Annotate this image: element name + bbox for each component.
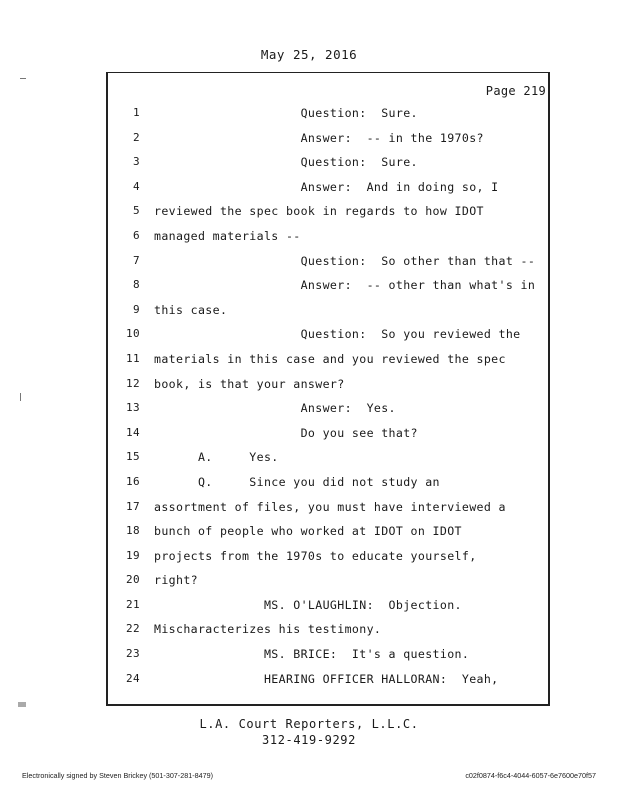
line-text: right? — [154, 573, 198, 588]
line-text: this case. — [154, 302, 228, 317]
line-text: MS. BRICE: It's a question. — [154, 647, 470, 662]
scan-speck — [20, 78, 26, 79]
line-number: 8 — [133, 278, 140, 292]
line-number: 22 — [126, 622, 140, 636]
footer-company: L.A. Court Reporters, L.L.C. — [199, 717, 419, 731]
line-text: Answer: -- in the 1970s? — [154, 130, 484, 145]
line-number: 5 — [133, 204, 140, 218]
line-text: A. Yes. — [154, 450, 279, 465]
line-text: projects from the 1970s to educate yourself, — [154, 548, 477, 563]
transcript-line — [108, 175, 548, 200]
transcript-line — [108, 568, 548, 593]
transcript-line — [108, 224, 548, 249]
transcript-line — [108, 298, 548, 323]
line-number: 1 — [133, 106, 140, 119]
transcript-lines — [108, 101, 548, 691]
line-text: Question: Sure. — [154, 106, 418, 120]
line-number: 7 — [133, 253, 140, 267]
line-text: Mischaracterizes his testimony. — [154, 622, 382, 637]
line-text: Do you see that? — [154, 425, 418, 440]
line-number: 15 — [126, 450, 140, 464]
line-text: Answer: Yes. — [154, 401, 396, 416]
transcript-line — [108, 322, 548, 347]
transcript-line — [108, 396, 548, 421]
transcript-line — [108, 126, 548, 151]
transcript-line — [108, 273, 548, 298]
line-text: materials in this case and you reviewed the spec — [154, 351, 506, 366]
line-number: 2 — [133, 130, 140, 144]
line-text: Q. Since you did not study an — [154, 474, 440, 489]
line-text: book, is that your answer? — [154, 376, 345, 391]
transcript-line — [108, 372, 548, 397]
line-number: 23 — [126, 647, 140, 661]
line-number: 9 — [133, 302, 140, 316]
transcript-line — [108, 617, 548, 642]
line-number: 24 — [126, 671, 140, 685]
line-number: 17 — [126, 499, 140, 513]
transcript-line — [108, 642, 548, 667]
line-number: 6 — [133, 228, 140, 242]
transcript-line — [108, 199, 548, 224]
transcript-line — [108, 101, 548, 126]
line-text: Answer: -- other than what's in — [154, 278, 536, 293]
transcript-line — [108, 445, 548, 470]
line-text: managed materials -- — [154, 228, 301, 243]
line-number: 16 — [126, 474, 140, 488]
transcript-line — [108, 421, 548, 446]
line-text: Question: So you reviewed the — [154, 327, 521, 342]
line-number: 4 — [133, 179, 140, 193]
line-text: bunch of people who worked at IDOT on IDOT — [154, 524, 462, 539]
line-number: 14 — [126, 425, 140, 439]
line-number: 19 — [126, 548, 140, 562]
footer-phone: 312-419-9292 — [262, 733, 356, 747]
line-number: 21 — [126, 597, 140, 611]
header-date: May 25, 2016 — [260, 47, 358, 62]
page-number: Page 219 — [485, 84, 546, 98]
transcript-line — [108, 519, 548, 544]
line-text: MS. O'LAUGHLIN: Objection. — [154, 597, 462, 612]
line-number: 3 — [133, 155, 140, 169]
electronic-signature: Electronically signed by Steven Brickey (501-307-281-8479) — [22, 771, 213, 780]
transcript-line — [108, 470, 548, 495]
transcript-line — [108, 667, 548, 692]
transcript-line — [108, 249, 548, 274]
line-text: Answer: And in doing so, I — [154, 179, 499, 194]
scan-speck — [20, 393, 21, 401]
scan-speck — [18, 702, 26, 707]
transcript-line — [108, 544, 548, 569]
line-text: assortment of files, you must have interviewed a — [154, 499, 506, 514]
line-text: Question: Sure. — [154, 155, 418, 170]
transcript-line — [108, 495, 548, 520]
line-text: reviewed the spec book in regards to how IDOT — [154, 204, 484, 219]
line-number: 12 — [126, 376, 140, 390]
line-number: 20 — [126, 573, 140, 587]
line-number: 10 — [126, 327, 140, 341]
document-id: c02f0874-f6c4-4044-6057-6e7600e70f57 — [465, 771, 596, 780]
line-text: HEARING OFFICER HALLORAN: Yeah, — [154, 671, 499, 686]
transcript-line — [108, 593, 548, 618]
line-number: 13 — [126, 401, 140, 415]
line-number: 18 — [126, 524, 140, 538]
transcript-line — [108, 150, 548, 175]
line-text: Question: So other than that -- — [154, 253, 536, 268]
transcript-line — [108, 347, 548, 372]
line-number: 11 — [126, 351, 140, 365]
